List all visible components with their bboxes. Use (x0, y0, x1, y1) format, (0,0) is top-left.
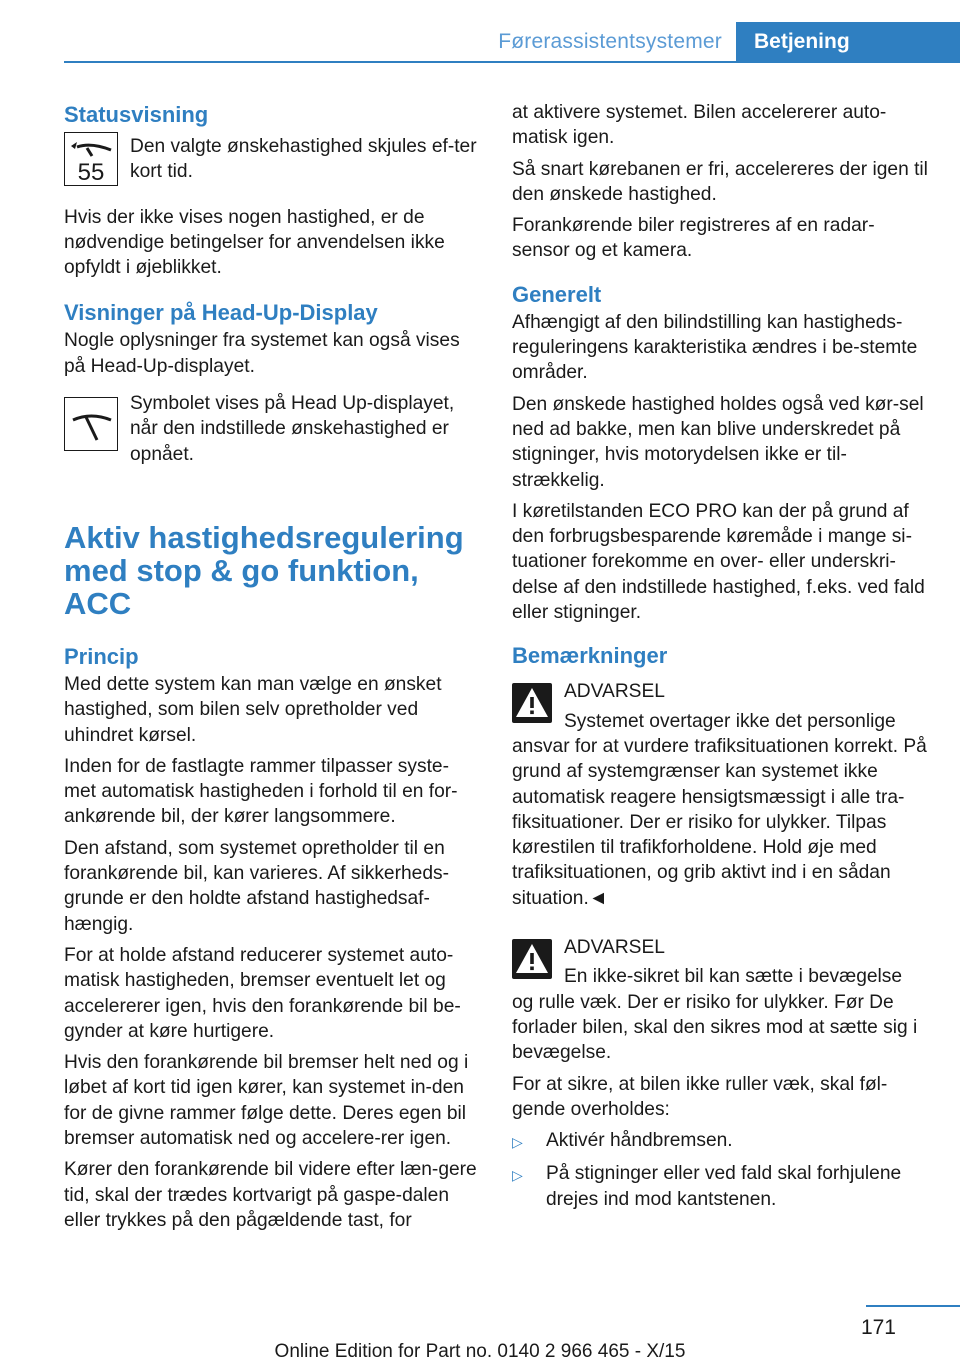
continued-paragraph-3: Forankørende biler registreres af en radar-sensor og et kamera. (512, 215, 875, 262)
hud-icon-row (64, 391, 478, 473)
princip-paragraph-6: Kører den forankørende bil videre efter læn-gere tid, skal der trædes kortvarigt på gaspe-dalen eller trykkes på den pågældende tast, for (64, 1159, 477, 1231)
right-column (512, 100, 928, 1218)
triangle-bullet-icon: ▷ (512, 1134, 523, 1151)
list-item (512, 1128, 928, 1155)
warning-label-2: ADVARSEL (564, 937, 665, 959)
acc-heading: Aktiv hastighedsregulering med stop & go funktion, ACC (64, 519, 464, 621)
list-item (512, 1161, 928, 1212)
footer-rule (866, 1305, 960, 1307)
list-item-text: På stigninger eller ved fald skal forhjulene drejes ind mod kantstenen. (546, 1163, 902, 1210)
warning-text-1: Systemet overtager ikke det personlige ansvar for at vurdere trafiksituationen korrekt. På grund af systemgrænser kan systemet ikke automatisk reagere hensigtsmæssigt i alle tra-fiksituationer. Der er risiko for ulykker. Tilpas kørestilen til trafikforholdene. Hold øje med trafiksituationen, og grib aktivt ind i en sådan situation.◄ (512, 710, 927, 909)
continued-paragraph-1: at aktivere systemet. Bilen accelererer auto-matisk igen. (512, 102, 887, 149)
speed-limiter-icon (64, 132, 118, 186)
hud-text: Nogle oplysninger fra systemet kan også vises på Head-Up-displayet. (64, 330, 460, 377)
princip-paragraph-1: Med dette system kan man vælge en ønsket hastighed, som bilen selv opretholder ved uhindret kørsel. (64, 673, 442, 746)
edition-line: Online Edition for Part no. 0140 2 966 465 - X/15 (274, 1341, 686, 1362)
generelt-heading: Generelt (512, 281, 602, 307)
hud-icon-text: Symbolet vises på Head Up-displayet, når den indstillede ønskehastighed er opnået. (130, 393, 455, 465)
warning-text-2: En ikke-sikret bil kan sætte i bevægelse og rulle væk. Der er risiko for ulykker. Før De forlader bilen, skal den sikres mod at sætte sig i bevægelse. (512, 966, 918, 1064)
triangle-bullet-icon: ▷ (512, 1167, 523, 1184)
warning-label-1: ADVARSEL (564, 681, 665, 703)
status-text: Den valgte ønskehastighed skjules ef-ter kort tid. (130, 136, 477, 183)
bemaerkninger-heading: Bemærkninger (512, 643, 668, 669)
princip-paragraph-4: For at holde afstand reducerer systemet auto-matisk hastigheden, bremser eventuelt let og accelererer igen, hvis den forankørende bil be-gynder at køre hurtigere. (64, 944, 461, 1042)
header-rule (64, 61, 960, 63)
status-icon-number: 55 (77, 159, 105, 185)
paragraph-no-speed: Hvis der ikke vises nogen hastighed, er de nødvendige betingelser for anvendelsen ikke opfyldt i øjeblikket. (64, 206, 445, 279)
princip-paragraph-5: Hvis den forankørende bil bremser helt ned og i løbet af kort tid igen kører, kan systemet in-den for de givne rammer følge dette. Deres egen bil bremser automatisk ned og accelere-rer igen. (64, 1052, 469, 1150)
secure-paragraph: For at sikre, at bilen ikke ruller væk, skal føl-gende overholdes: (512, 1073, 888, 1120)
continued-paragraph-2: Så snart kørebanen er fri, accelereres der igen til den ønskede hastighed. (512, 158, 928, 205)
warning-block-2 (512, 935, 928, 1071)
warning-icon (512, 939, 552, 979)
header-section: Førerassistentsystemer (498, 30, 722, 53)
princip-heading: Princip (64, 643, 139, 669)
generelt-paragraph-3: I køretilstanden ECO PRO kan der på grund af den forbrugsbesparende køremåde i mange si-tuationer forekomme en over- eller underskri-delse af den indstillede hastighed, f.eks. ved fald eller stigninger. (512, 500, 925, 624)
princip-paragraph-2: Inden for de fastlagte rammer tilpasser syste-met automatisk hastigheden i forhold til en for-ankørende bil, der kører langsommere. (64, 755, 458, 828)
status-icon-row (64, 132, 478, 191)
warning-block-1 (512, 679, 928, 917)
hud-heading: Visninger på Head-Up-Display (64, 300, 378, 326)
generelt-paragraph-2: Den ønskede hastighed holdes også ved kør-sel ned ad bakke, men kan blive underskredet på stigninger, hvis motorydelsen ikke er til-strækkelig. (512, 393, 924, 491)
princip-paragraph-3: Den afstand, som systemet opretholder til en forankørende bil, kan varieres. Af sikkerheds-grunde er den holdte afstand hastighedsaf-hængig. (64, 837, 449, 935)
warning-icon (512, 683, 552, 723)
page-number: 171 (860, 1316, 896, 1339)
header-tab: Betjening (736, 22, 960, 63)
generelt-paragraph-1: Afhængigt af den bilindstilling kan hastigheds-reguleringens karakteristika ændres i be-stemte områder. (512, 311, 918, 384)
statusvisning-heading: Statusvisning (64, 102, 209, 127)
hud-speed-reached-icon (64, 397, 118, 451)
left-column (64, 100, 478, 1239)
list-item-text: Aktivér håndbremsen. (546, 1130, 733, 1152)
